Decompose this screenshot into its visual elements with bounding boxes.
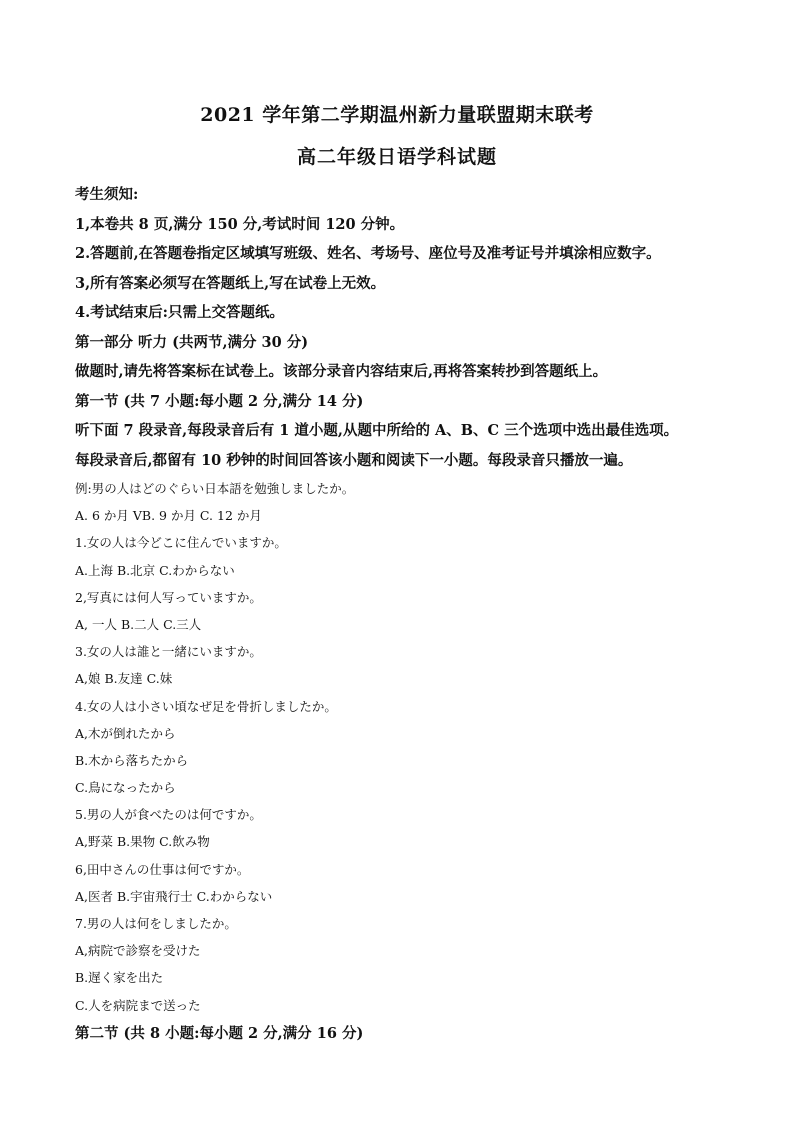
question-7: 7.男の人は何をしましたか。 <box>75 916 237 931</box>
question-4-option-b: B.木から落ちたから <box>75 752 189 768</box>
question-1: 1.女の人は今どこに住んでいますか。 <box>75 535 287 551</box>
example-options: A. 6 か月 VB. 9 か月 C. 12 か月 <box>75 508 262 524</box>
question-7-option-a: A,病院で診察を受けた <box>75 943 201 959</box>
question-4-option-c: C.鳥になったから <box>75 780 176 796</box>
notice-item: 1,本卷共 8 页,满分 150 分,考试时间 120 分钟。 <box>75 215 405 233</box>
question-6-options: A,医者 B.宇宙飛行士 C.わからない <box>75 888 273 904</box>
question-3: 3.女の人は誰と一緒にいますか。 <box>75 644 262 660</box>
exam-subtitle: 高二年级日语学科试题 <box>296 146 497 168</box>
notice-item: 2.答题前,在答题卷指定区域填写班级、姓名、考场号、座位号及准考证号并填涂相应数字。 <box>75 245 661 262</box>
notice-heading: 考生须知: <box>75 186 139 203</box>
question-4: 4.女の人は小さい頃なぜ足を骨折しましたか。 <box>75 698 337 714</box>
notice-item: 4.考试结束后:只需上交答题纸。 <box>75 304 284 321</box>
notice-item: 3,所有答案必须写在答题纸上,写在试卷上无效。 <box>75 274 386 292</box>
example-question: 例:男の人はどのぐらい日本語を勉強しましたか。 <box>75 481 355 496</box>
question-3-options: A,娘 B.友達 C.妹 <box>75 671 173 687</box>
exam-title: 2021 学年第二学期温州新力量联盟期末联考 <box>200 104 594 126</box>
question-5-options: A,野菜 B.果物 C.飲み物 <box>75 834 210 850</box>
question-6: 6,田中さんの仕事は何ですか。 <box>75 861 250 877</box>
question-1-options: A.上海 B.北京 C.わからない <box>75 562 235 578</box>
question-7-option-b: B.遅く家を出た <box>75 970 164 986</box>
question-4-option-a: A,木が倒れたから <box>75 725 176 741</box>
section1-instruction: 每段录音后,都留有 10 秒钟的时间回答该小题和阅读下一小题。每段录音只播放一遍。 <box>75 451 633 469</box>
question-7-option-c: C.人を病院まで送った <box>75 997 201 1013</box>
question-2-options: A, 一人 B.二人 C.三人 <box>75 616 202 632</box>
exam-body <box>75 180 765 1048</box>
part1-instruction: 做题时,请先将答案标在试卷上。该部分录音内容结束后,再将答案转抄到答题纸上。 <box>75 363 608 380</box>
section1-instruction: 听下面 7 段录音,每段录音后有 1 道小题,从题中所给的 A、B、C 三个选项中选出最佳选项。 <box>75 422 679 439</box>
section1-heading: 第一节 (共 7 小题:每小题 2 分,满分 14 分) <box>75 392 364 410</box>
question-5: 5.男の人が食べたのは何ですか。 <box>75 807 262 823</box>
part1-heading: 第一部分 听力 (共两节,满分 30 分) <box>75 333 309 351</box>
section2-heading: 第二节 (共 8 小题:每小题 2 分,满分 16 分) <box>75 1024 364 1042</box>
question-2: 2,写真には何人写っていますか。 <box>75 589 262 605</box>
